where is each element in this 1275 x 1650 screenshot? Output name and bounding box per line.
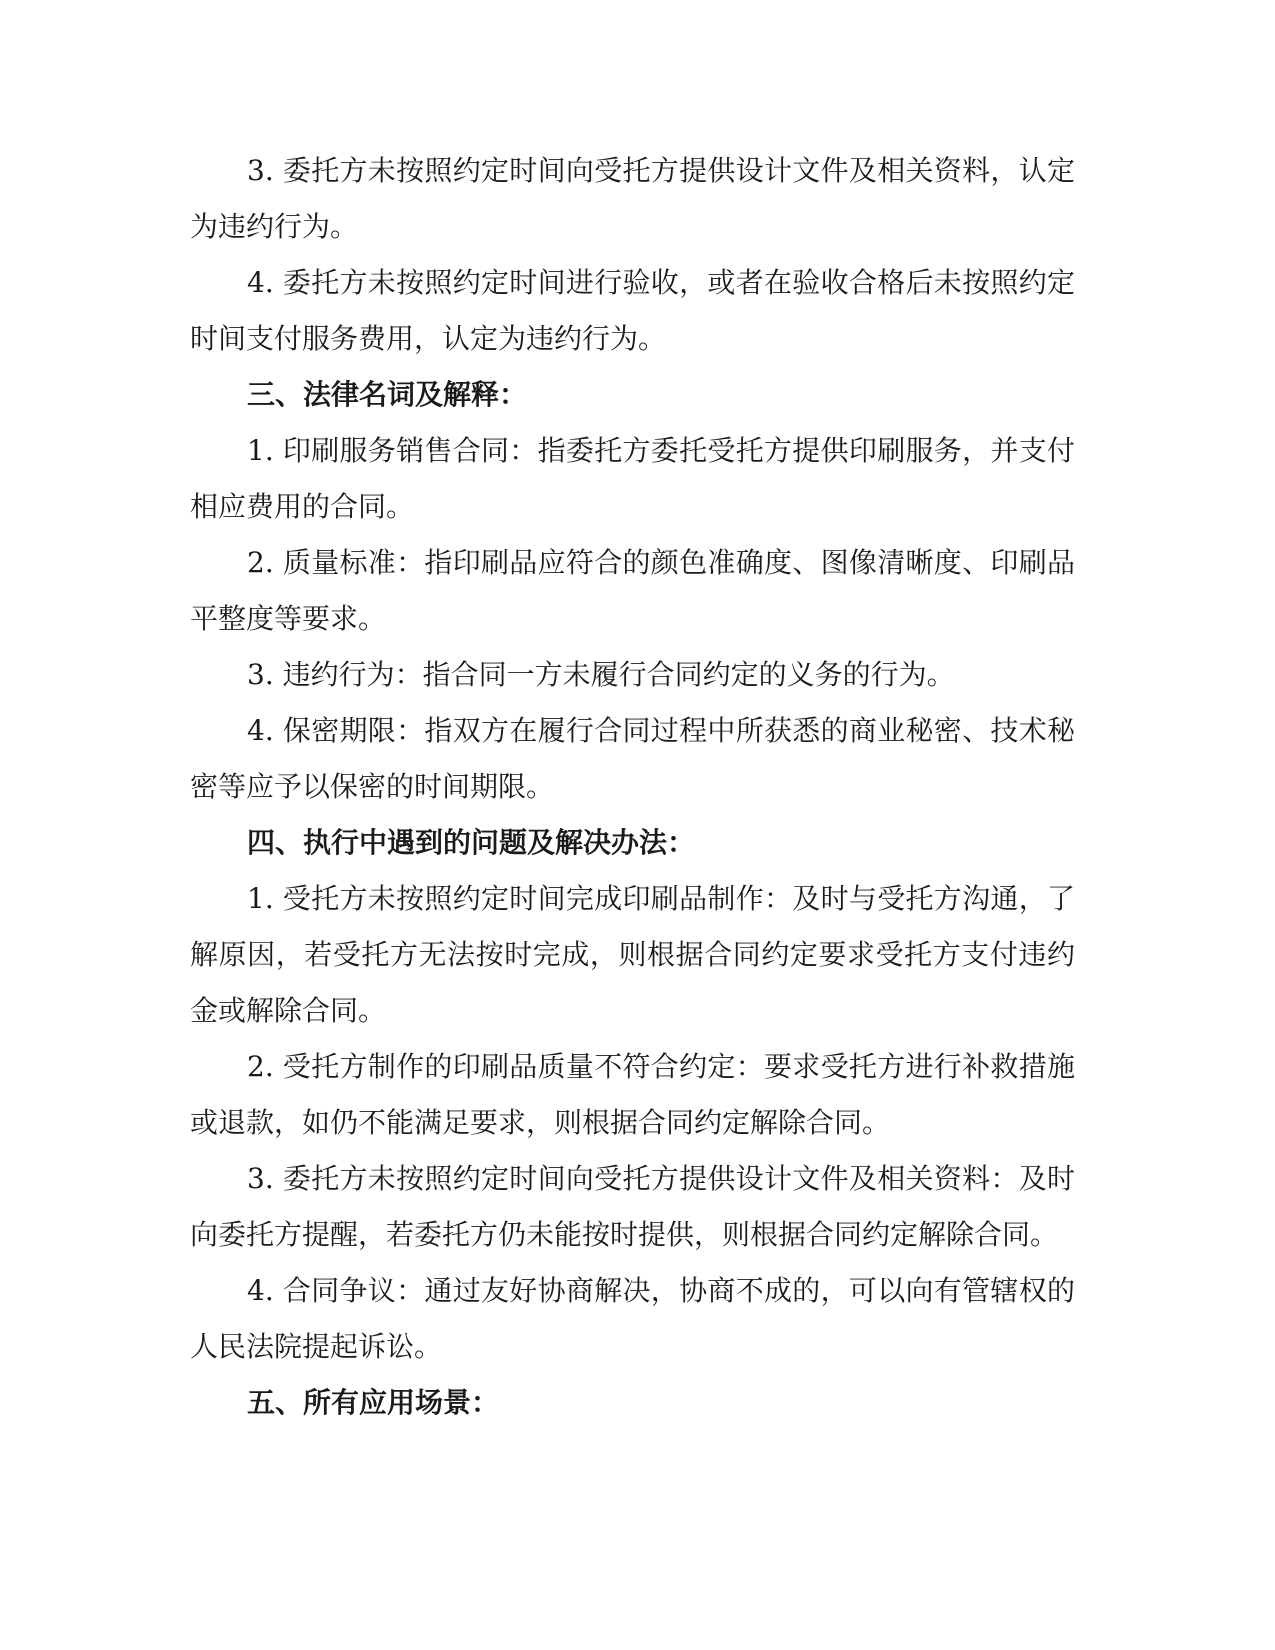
section-heading-legal-terms: 三、法律名词及解释：: [247, 378, 528, 411]
section-heading-issues-solutions: 四、执行中遇到的问题及解决办法：: [247, 826, 696, 859]
section-heading-scenarios: 五、所有应用场景：: [247, 1386, 500, 1419]
issue-item-2: 2. 受托方制作的印刷品质量不符合约定：要求受托方进行补救措施或退款，如仍不能满足要求，则根据合同约定解除合同。: [190, 1050, 1075, 1139]
term-item-3: 3. 违约行为：指合同一方未履行合同约定的义务的行为。: [247, 658, 955, 691]
term-item-4: 4. 保密期限：指双方在履行合同过程中所获悉的商业秘密、技术秘密等应予以保密的时间期限。: [190, 714, 1075, 803]
term-item-1: 1. 印刷服务销售合同：指委托方委托受托方提供印刷服务，并支付相应费用的合同。: [190, 434, 1075, 523]
issue-item-1: 1. 受托方未按照约定时间完成印刷品制作：及时与受托方沟通，了解原因，若受托方无法按时完成，则根据合同约定要求受托方支付违约金或解除合同。: [190, 882, 1075, 1027]
term-item-2: 2. 质量标准：指印刷品应符合的颜色准确度、图像清晰度、印刷品平整度等要求。: [190, 546, 1075, 635]
issue-item-4: 4. 合同争议：通过友好协商解决，协商不成的，可以向有管辖权的人民法院提起诉讼。: [190, 1274, 1075, 1363]
document-body: [190, 143, 1075, 1431]
breach-item-3: 3. 委托方未按照约定时间向受托方提供设计文件及相关资料，认定为违约行为。: [190, 154, 1075, 243]
issue-item-3: 3. 委托方未按照约定时间向受托方提供设计文件及相关资料：及时向委托方提醒，若委托方仍未能按时提供，则根据合同约定解除合同。: [190, 1162, 1075, 1251]
breach-item-4: 4. 委托方未按照约定时间进行验收，或者在验收合格后未按照约定时间支付服务费用，认定为违约行为。: [190, 266, 1075, 355]
